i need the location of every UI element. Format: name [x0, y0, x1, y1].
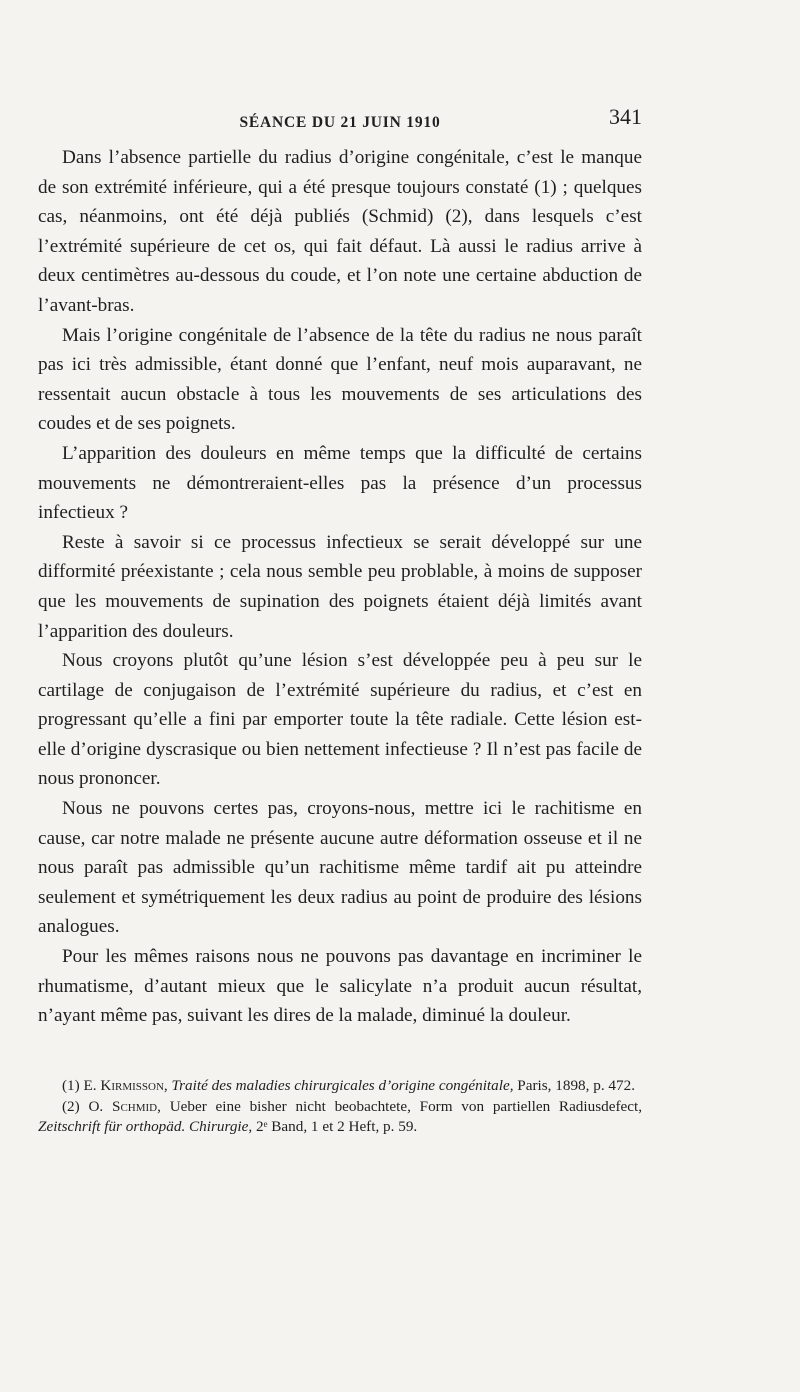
footnote-marker: (1) E.	[62, 1077, 97, 1094]
paragraph: Nous ne pouvons certes pas, croyons-nous, mettre ici le rachitisme en cause, car notre malade ne présente aucune autre déformation osseuse et il ne nous paraît pas admissible qu’un rachitisme même tardif ait pu atteindre seulement et symétriquement les deux radius au point de produire des lésions analogues.	[38, 798, 642, 938]
page-number: 341	[609, 104, 642, 129]
paragraph: Reste à savoir si ce processus infectieux se serait développé sur une difformité préexistante ; cela nous semble peu problable, à moins de supposer que les mouvements de supination des poignets étaient déjà limités avant l’apparition des douleurs.	[38, 531, 642, 642]
paragraph: Mais l’origine congénitale de l’absence de la tête du radius ne nous paraît pas ici très admissible, étant donné que l’enfant, neuf mois auparavant, ne ressentait aucun obstacle à tous les mouvements de ses articulations des coudes et de ses poignets.	[38, 324, 642, 435]
footnote-1	[38, 1076, 642, 1097]
footnote-details: Paris, 1898, p. 472.	[517, 1077, 635, 1094]
footnotes	[38, 1076, 642, 1138]
paragraph: Nous croyons plutôt qu’une lésion s’est développée peu à peu sur le cartilage de conjugaison de l’extrémité supérieure du radius, et c’est en progressant qu’elle a fini par emporter toute la tête radiale. Cette lésion est-elle d’origine dyscrasique ou bien nettement infectieuse ? Il n’est pas facile de nous prononcer.	[38, 650, 642, 790]
running-header	[38, 104, 642, 140]
footnote-author: Schmid,	[112, 1097, 161, 1115]
footnote-marker: (2) O.	[62, 1097, 104, 1115]
footnote-text: Ueber eine bisher nicht beobachtete, Form von partiellen Radiusdefect,	[169, 1097, 643, 1115]
paragraph: L’apparition des douleurs en même temps que la difficulté de certains mouvements ne démontreraient-elles pas la présence d’un processus infectieux ?	[38, 442, 642, 524]
main-text	[38, 143, 642, 1031]
footnote-journal: Zeitschrift für orthopäd. Chirurgie,	[38, 1118, 253, 1135]
book-page	[38, 0, 642, 1392]
footnote-2	[38, 1097, 642, 1138]
footnote-details: 2ᵉ Band, 1 et 2 Heft, p. 59.	[256, 1118, 418, 1135]
running-title: SÉANCE DU 21 JUIN 1910	[239, 114, 441, 131]
paragraph: Pour les mêmes raisons nous ne pouvons pas davantage en incriminer le rhumatisme, d’autant mieux que le salicylate n’a produit aucun résultat, n’ayant même pas, suivant les dires de la malade, diminué la douleur.	[38, 946, 642, 1027]
footnote-title: Traité des maladies chirurgicales d’origine congénitale,	[171, 1077, 514, 1094]
paragraph: Dans l’absence partielle du radius d’origine congénitale, c’est le manque de son extrémité inférieure, qui a été presque toujours constaté (1) ; quelques cas, néanmoins, ont été déjà publiés (Schmid) (2), dans lesquels c’est l’extrémité supérieure de cet os, qui fait défaut. Là aussi le radius arrive à deux centimètres au-dessous du coude, et l’on note une certaine abduction de l’avant-bras.	[38, 147, 642, 316]
footnote-author: Kirmisson,	[100, 1077, 168, 1094]
